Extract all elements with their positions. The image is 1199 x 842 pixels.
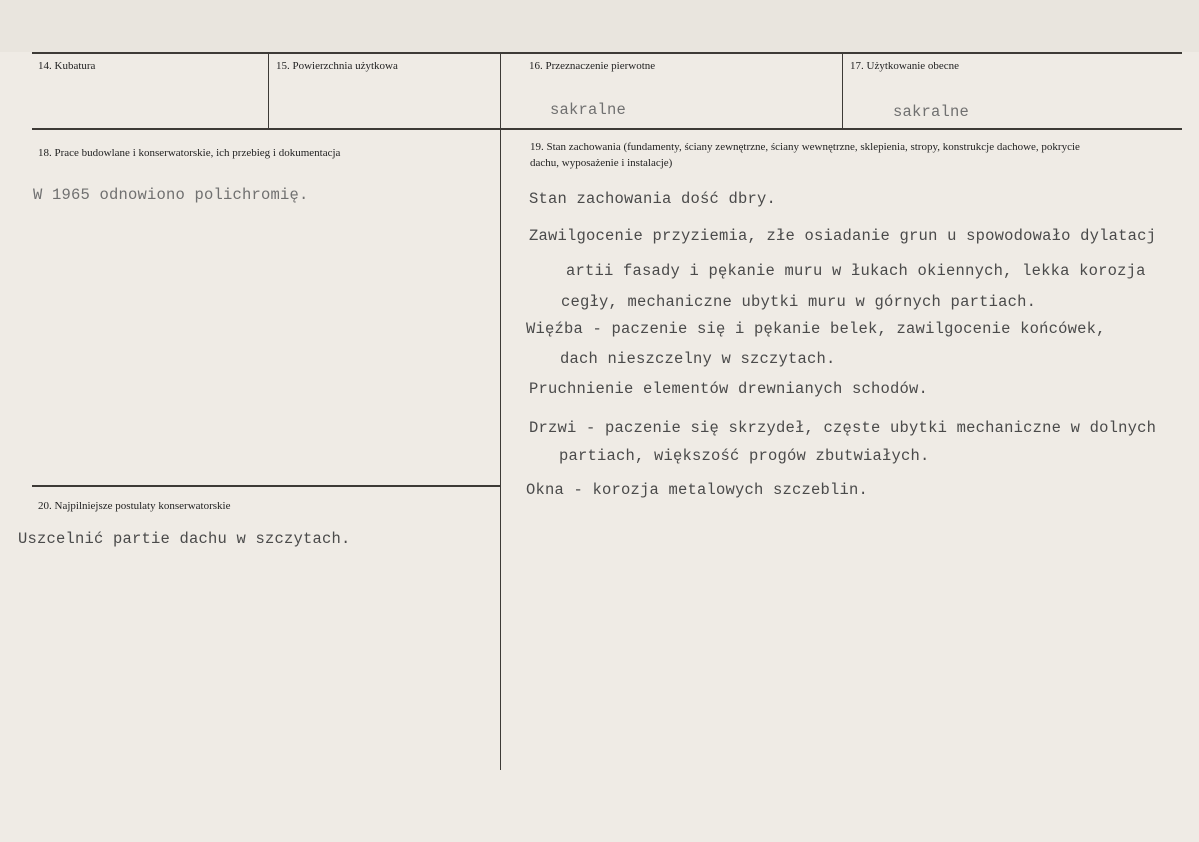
field-16-value: sakralne [550,101,627,119]
field-18-value: W 1965 odnowiono polichromię. [33,186,309,204]
field-14-label: 14. Kubatura [38,60,96,72]
mid-rule [32,128,1182,130]
field-19-line: Drzwi - paczenie się skrzydeł, częste ubytki mechaniczne w dolnych [529,419,1157,437]
divider-main [500,53,501,770]
field-19-line: Więźba - paczenie się i pękanie belek, zawilgocenie końcówek, [526,320,1106,338]
field-19-line: artii fasady i pękanie muru w łukach okiennych, lekka korozja [566,262,1146,280]
field-19-line: Zawilgocenie przyziemia, złe osiadanie grun u spowodowało dylatacj [529,227,1157,245]
field-20-value: Uszcelnić partie dachu w szczytach. [18,530,351,548]
field-18-label: 18. Prace budowlane i konserwatorskie, ich przebieg i dokumentacja [38,147,341,159]
field-17-label: 17. Użytkowanie obecne [850,60,960,72]
field-19-line: dach nieszczelny w szczytach. [560,350,836,368]
field-17-value: sakralne [893,103,970,121]
divider-16-17 [842,53,843,128]
left-lower-rule [32,485,501,487]
field-16-label: 16. Przeznaczenie pierwotne [529,60,656,72]
top-rule [32,52,1182,54]
field-20-label: 20. Najpilniejsze postulaty konserwatorskie [38,500,231,512]
field-19-line: Stan zachowania dość dbry. [529,190,777,208]
divider-14-15 [268,53,269,128]
field-19-label: 19. Stan zachowania (fundamenty, ściany zewnętrzne, ściany wewnętrzne, sklepienia, stropy, konstrukcje dachowe, pokrycie dachu, wyposażenie i instalacje) [530,141,1080,169]
field-19-line: cegły, mechaniczne ubytki muru w górnych partiach. [561,293,1037,311]
field-19-line: partiach, większość progów zbutwiałych. [559,447,930,465]
field-19-line: Okna - korozja metalowych szczeblin. [526,481,869,499]
field-19-line: Pruchnienie elementów drewnianych schodów. [529,380,929,398]
field-15-label: 15. Powierzchnia użytkowa [276,60,398,72]
card-top-margin [0,0,1199,52]
